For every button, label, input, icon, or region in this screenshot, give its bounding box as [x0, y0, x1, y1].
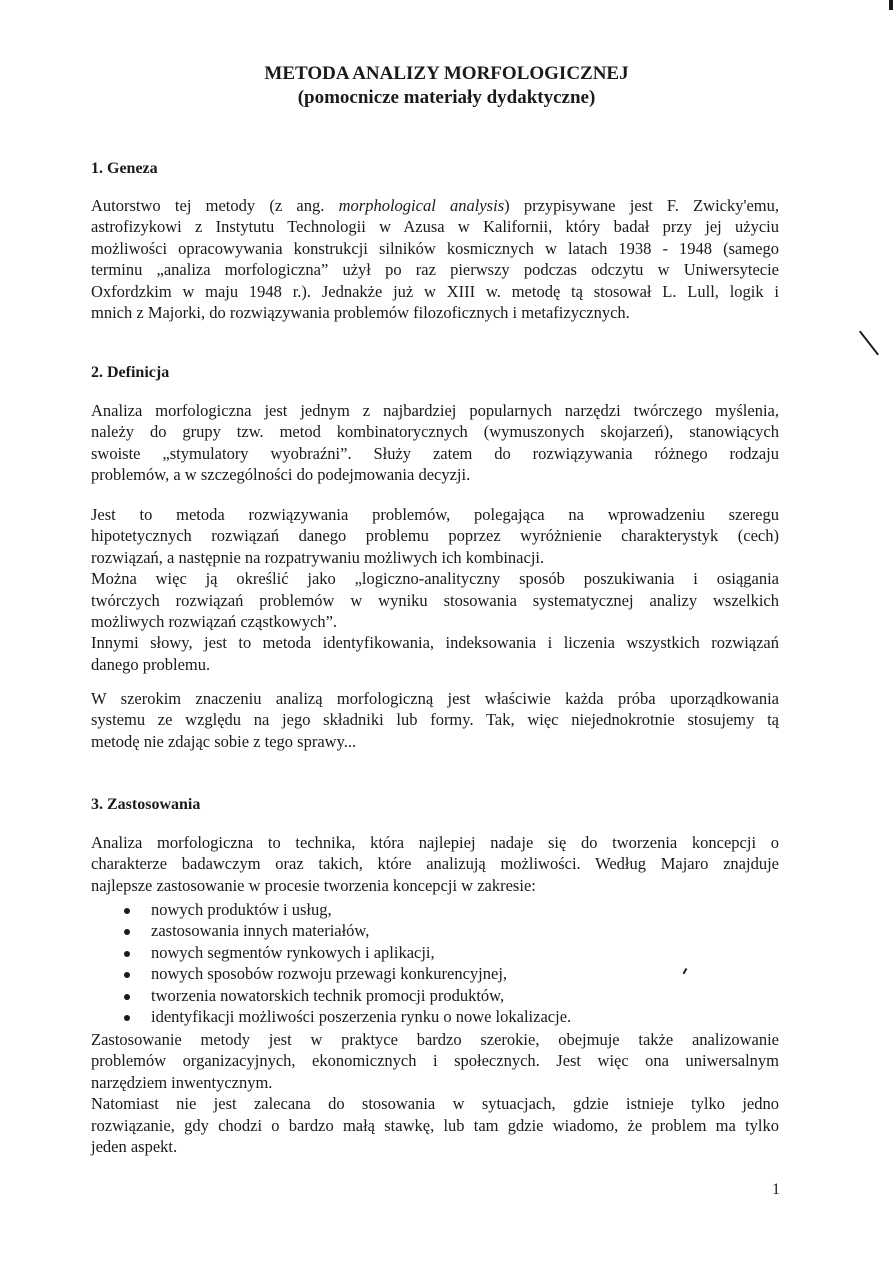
paragraph-line: Analiza morfologiczna to technika, która najlepiej nadaje się do tworzenia koncepcji o [91, 833, 779, 852]
section-heading-zastosowania: 3. Zastosowania [91, 796, 201, 813]
list-item: nowych segmentów rynkowych i aplikacji, [118, 942, 718, 963]
paragraph-line: charakterze badawczym oraz takich, które analizują możliwości. Według Majaro znajduje [91, 854, 779, 874]
paragraph-line: najlepsze zastosowanie w procesie tworzenia koncepcji w zakresie: [91, 875, 536, 895]
paragraph-line: narzędziem inwentycznym. [91, 1072, 273, 1092]
paragraph-line: problemów organizacyjnych, ekonomicznych i społecznych. Jest więc ona uniwersalnym [91, 1051, 779, 1071]
paragraph-line: jeden aspekt. [91, 1137, 178, 1157]
italic-term: morphological analysis [338, 196, 505, 215]
list-item: nowych produktów i usług, [118, 899, 718, 920]
section-definicja-paragraph-1 [91, 400, 779, 486]
paragraph-line: astrofizykowi z Instytutu Technologii w Azusa w Kalifornii, który badał przy jej użyciu [91, 217, 779, 237]
paragraph-line: Natomiast nie jest zalecana do stosowania w sytuacjach, gdzie istnieje tylko jedno [91, 1094, 779, 1114]
paragraph-line: rozwiązań, a następnie na rozpatrywaniu możliwych ich kombinacji. [91, 547, 545, 567]
title-line-2: (pomocnicze materiały dydaktyczne) [297, 87, 596, 108]
paragraph-line: systemu ze względu na jego składniki lub formy. Tak, więc niejednokrotnie stosujemy tą [91, 710, 779, 730]
paragraph-line: możliwych rozwiązań cząstkowych”. [91, 612, 338, 632]
section-zastosowania-intro [91, 832, 779, 896]
paragraph-line: Zastosowanie metody jest w praktyce bardzo szerokie, obejmuje także analizowanie [91, 1030, 779, 1049]
bullet-icon [124, 951, 130, 957]
bullet-icon [124, 929, 130, 935]
paragraph-line: mnich z Majorki, do rozwiązywania problemów filozoficznych i metafizycznych. [91, 303, 630, 323]
application-areas-list [118, 899, 718, 1027]
section-definicja-paragraph-3 [91, 688, 779, 752]
paragraph-line: problemów, a w szczególności do podejmowania decyzji. [91, 465, 471, 485]
paragraph-line: należy do grupy tzw. metod kombinatorycznych (wymuszonych skojarzeń), stanowiących [91, 422, 779, 442]
paragraph-line: Autorstwo tej metody (z ang. morphological analysis) przypisywane jest F. Zwicky'emu, [91, 196, 780, 215]
paragraph-line: Oxfordzkim w maju 1948 r.). Jednakże już w XIII w. metodę tą stosował L. Lull, logik i [91, 281, 779, 301]
bullet-icon [124, 972, 130, 978]
list-item: identyfikacji możliwości poszerzenia rynku o nowe lokalizacje. [118, 1006, 718, 1027]
pen-stroke-mark [859, 331, 879, 356]
paragraph-line: Jest to metoda rozwiązywania problemów, polegająca na wprowadzeniu szeregu [91, 505, 779, 524]
section-heading-geneza: 1. Geneza [91, 160, 158, 177]
paragraph-line: danego problemu. [91, 654, 211, 674]
paragraph-line: metodę nie zdając sobie z tego sprawy... [91, 731, 357, 751]
bullet-icon [124, 994, 130, 1000]
section-definicja-paragraph-2 [91, 504, 779, 675]
section-zastosowania-outro [91, 1029, 779, 1157]
paragraph-line: Można więc ją określić jako „logiczno-analityczny sposób poszukiwania i osiągania [91, 569, 779, 589]
section-heading-definicja: 2. Definicja [91, 364, 170, 381]
list-item: nowych sposobów rozwoju przewagi konkurencyjnej, [118, 963, 718, 984]
paragraph-line: Analiza morfologiczna jest jednym z najbardziej popularnych narzędzi twórczego myślenia, [91, 401, 779, 420]
paragraph-line: rozwiązanie, gdy chodzi o bardzo małą stawkę, lub tam gdzie wiadomo, że problem ma tylko [91, 1115, 779, 1135]
paragraph-line: Innymi słowy, jest to metoda identyfikowania, indeksowania i liczenia wszystkich rozwiązań [91, 633, 779, 653]
paragraph-line: twórczych rozwiązań problemów w wyniku stosowania systematycznej analizy wszelkich [91, 590, 779, 610]
title-line-1: METODA ANALIZY MORFOLOGICZNEJ [264, 63, 629, 84]
paragraph-line: W szerokim znaczeniu analizą morfologiczną jest właściwie każda próba uporządkowania [91, 689, 779, 708]
paragraph-line: swoiste „stymulatory wyobraźni”. Służy zatem do rozwiązywania różnego rodzaju [91, 443, 779, 463]
section-geneza-paragraph [91, 195, 779, 323]
scan-corner-mark [889, 0, 893, 10]
bullet-icon [124, 908, 130, 914]
document-title [0, 62, 893, 110]
bullet-icon [124, 1015, 130, 1021]
list-item: zastosowania innych materiałów, [118, 920, 718, 941]
paragraph-line: możliwości opracowywania konstrukcji silników kosmicznych w latach 1938 - 1948 (samego [91, 238, 779, 258]
list-item: tworzenia nowatorskich technik promocji produktów, [118, 985, 718, 1006]
page-number: 1 [772, 1181, 780, 1198]
paragraph-line: hipotetycznych rozwiązań danego problemu poprzez wyróżnienie charakterystyk (cech) [91, 526, 779, 546]
paragraph-line: terminu „analiza morfologiczna” użył po raz pierwszy podczas odczytu w Uniwersytecie [91, 260, 779, 280]
